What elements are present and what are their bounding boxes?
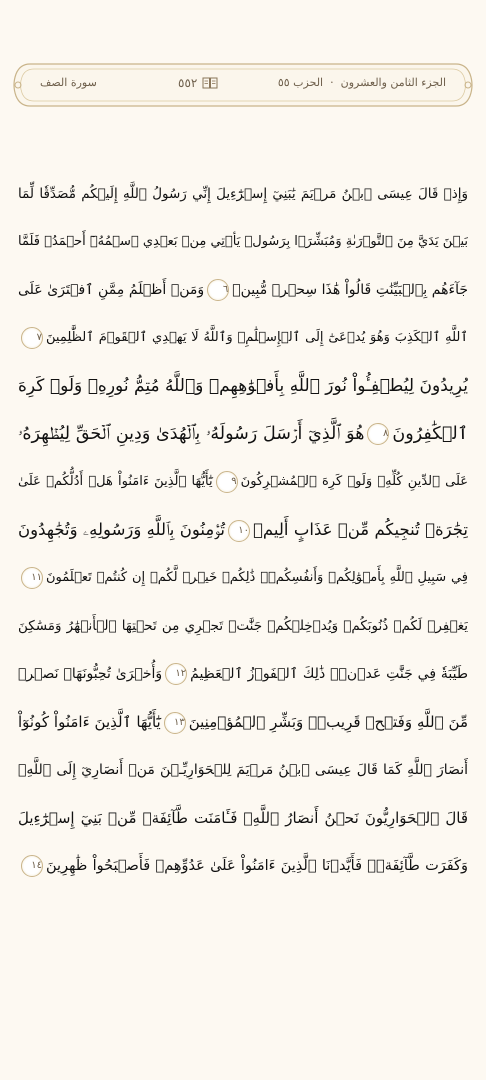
verse-line [18, 506, 468, 554]
hizb-label: الحزب ٥٥ [277, 76, 324, 89]
surah-name: سورة الصف [40, 76, 97, 89]
verse-text: وَأُخۡرَىٰ تُحِبُّونَهَاۖ نَصۡرٞ [18, 666, 163, 682]
verse-text: قَالَ ٱلۡحَوَارِيُّونَ نَحۡنُ أَنصَارُ ٱللَّهِۖ فَـَٔامَنَت طَّآئِفَةٞ مِّنۢ بَنِيٓ إِسۡرَٰٓءِيلَ [18, 809, 468, 827]
juz-name: الجزء الثامن والعشرون [340, 76, 446, 89]
verse-text: يَٰٓأَيُّهَا ٱلَّذِينَ ءَامَنُواْ كُونُوٓاْ [18, 713, 161, 731]
verse-text: وَكَفَرَت طَّآئِفَةٞۖ فَأَيَّدۡنَا ٱلَّذِينَ ءَامَنُواْ عَلَىٰ عَدُوِّهِمۡ فَأَصۡبَحُواْ ظَٰهِرِينَ [46, 858, 468, 874]
ayah-number-marker: ١٤ [21, 855, 43, 877]
ayah-number-marker: ٨ [367, 423, 389, 445]
verse-text: طَيِّبَةٗ فِي جَنَّٰتِ عَدۡنٖۚ ذَٰلِكَ ٱلۡفَوۡزُ ٱلۡعَظِيمُ [190, 666, 468, 682]
juz-label: الجزء الثامن والعشرون · الحزب ٥٥ [277, 76, 446, 89]
verse-text: يُرِيدُونَ لِيُطۡفِـُٔواْ نُورَ ٱللَّهِ بِأَفۡوَٰهِهِمۡ وَٱللَّهُ مُتِمُّ نُورِهِۦ وَلَوۡ كَرِهَ [18, 376, 468, 396]
verse-line [18, 266, 468, 314]
ayah-number-marker: ١١ [21, 567, 43, 589]
verse-line [18, 458, 468, 506]
verse-line [18, 410, 468, 458]
ayah-number-marker: ٦ [207, 279, 229, 301]
verse-text: ٱلۡكَٰفِرُونَ [392, 424, 468, 444]
verse-text: وَإِذۡ قَالَ عِيسَى ٱبۡنُ مَرۡيَمَ يَٰبَنِيٓ إِسۡرَٰٓءِيلَ إِنِّي رَسُولُ ٱللَّهِ إِلَيۡكُم مُّصَدِّقٗا لِّمَا [18, 186, 468, 202]
verse-text: وَمَنۡ أَظۡلَمُ مِمَّنِ ٱفۡتَرَىٰ عَلَى [18, 282, 205, 298]
book-icon [202, 77, 218, 89]
verse-line [18, 842, 468, 890]
verse-text: يَغۡفِرۡ لَكُمۡ ذُنُوبَكُمۡ وَيُدۡخِلۡكُمۡ جَنَّٰتٖ تَجۡرِي مِن تَحۡتِهَا ٱلۡأَنۡهَٰرُ وَمَسَٰكِنَ [18, 618, 468, 634]
verse-text: يَٰٓأَيُّهَا ٱلَّذِينَ ءَامَنُواْ هَلۡ أَدُلُّكُمۡ عَلَىٰ [18, 474, 213, 489]
verse-line [18, 362, 468, 410]
ayah-number-marker: ١٢ [165, 663, 187, 685]
verse-line [18, 746, 468, 794]
ayah-number-marker: ٩ [216, 471, 238, 493]
verse-text: أَنصَارَ ٱللَّهِ كَمَا قَالَ عِيسَى ٱبۡنُ مَرۡيَمَ لِلۡحَوَارِيِّـۧنَ مَنۡ أَنصَارِيٓ إِلَى ٱللَّهِۖ [18, 762, 468, 778]
verse-line [18, 602, 468, 650]
verse-line [18, 698, 468, 746]
verse-text: ٱللَّهِ ٱلۡكَذِبَ وَهُوَ يُدۡعَىٰٓ إِلَى ٱلۡإِسۡلَٰمِۚ وَٱللَّهُ لَا يَهۡدِي ٱلۡقَوۡمَ ٱلظَّٰلِمِينَ [46, 330, 468, 345]
verse-text: بَيۡنَ يَدَيَّ مِنَ ٱلتَّوۡرَىٰةِ وَمُبَشِّرَۢا بِرَسُولٖ يَأۡتِي مِنۢ بَعۡدِي ٱسۡمُهُۥٓ أَحۡمَدُۖ فَلَمَّا [18, 234, 468, 249]
verse-text: مِّنَ ٱللَّهِ وَفَتۡحٞ قَرِيبٞۗ وَبَشِّرِ ٱلۡمُؤۡمِنِينَ [188, 713, 468, 731]
verse-line [18, 650, 468, 698]
verse-line [18, 170, 468, 218]
verse-text: هُوَ ٱلَّذِيٓ أَرۡسَلَ رَسُولَهُۥ بِٱلۡهُدَىٰ وَدِينِ ٱلۡحَقِّ لِيُظۡهِرَهُۥ [18, 424, 365, 444]
ayah-number-marker: ٧ [21, 327, 43, 349]
verse-text: عَلَى ٱلدِّينِ كُلِّهِۦ وَلَوۡ كَرِهَ ٱلۡمُشۡرِكُونَ [240, 474, 468, 489]
verse-text: جَآءَهُم بِٱلۡبَيِّنَٰتِ قَالُواْ هَٰذَا سِحۡرٞ مُّبِينٞ [232, 282, 468, 298]
page-number-block [178, 76, 218, 90]
verse-line [18, 218, 468, 266]
verse-text: تُؤۡمِنُونَ بِٱللَّهِ وَرَسُولِهِۦ وَتُجَٰهِدُونَ [18, 520, 226, 539]
ayah-number-marker: ١٣ [164, 712, 186, 734]
verse-line [18, 554, 468, 602]
quran-page-text [18, 170, 468, 890]
verse-text: تِجَٰرَةٖ تُنجِيكُم مِّنۡ عَذَابٍ أَلِيمٖ [253, 520, 468, 539]
verse-line [18, 794, 468, 842]
page-number: ٥٥٢ [178, 76, 198, 90]
verse-line [18, 314, 468, 362]
ayah-number-marker: ١٠ [228, 520, 250, 542]
verse-text: فِي سَبِيلِ ٱللَّهِ بِأَمۡوَٰلِكُمۡ وَأَنفُسِكُمۡۚ ذَٰلِكُمۡ خَيۡرٞ لَّكُمۡ إِن كُنتُمۡ تَعۡلَمُونَ [46, 570, 468, 585]
